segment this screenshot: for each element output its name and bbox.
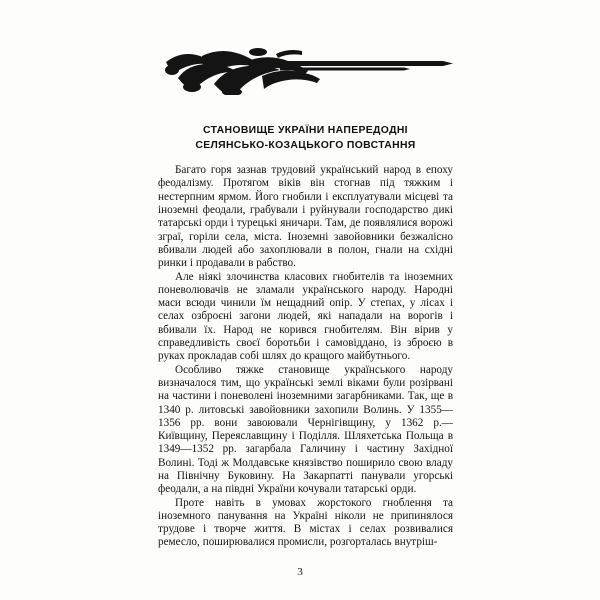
- paragraph: Проте навіть в умовах жорстокого гноблення та іноземного панування на Україні ніколи не припинялося трудове і творче життя. В містах і селах розвивалися ремесло, поширювалися промисли, розгорталась внутріш-: [158, 496, 453, 549]
- page-title-line-2: СЕЛЯНСЬКО-КОЗАЦЬКОГО ПОВСТАННЯ: [195, 140, 416, 152]
- paragraph: Багато горя зазнав трудовий український народ в епоху феодалізму. Протягом віків він стогнав під тяжким і нестерпним ярмом. Його гнобили і експлуатували місцеві та іноземні феодали, грабували і руйнували господарство дикі татарські орди і турецькі яничари. Там, де появлялися ворожі зграї, горіли села, міста. Іноземні завойовники безжалісно вбивали людей або захоплювали в полон, гнали на східні ринки і продавали в рабство.: [158, 164, 453, 270]
- content-column: [158, 40, 453, 550]
- paragraph: Але ніякі злочинства класових гнобителів та іноземних поневолювачів не зламали українського народу. Народні маси всюди чинили їм нещадний опір. У степах, у лісах і селах озброєні загони людей, які нападали на ворогів і вбивали їх. Народ не корився гнобителям. Він вірив у справедливість своєї боротьби і самовіддано, із зброєю в руках прокладав собі шлях до кращого майбутнього.: [158, 270, 453, 363]
- page-number: 3: [297, 566, 303, 578]
- decorative-header-ornament: [158, 40, 453, 95]
- page-title: [158, 123, 453, 153]
- paragraph: Особливо тяжке становище українського народу визначалося тим, що українські землі віками були розірвані на частини і поневолені іноземними загарбниками. Так, ще в 1340 р. литовські завойовники захопили Волинь. У 1355—1356 рр. вони завоювали Чернігівщину, у 1362 р.— Київщину, Переяславщину і Поділля. Шляхетська Польща в 1349—1352 рр. загарбала Галичину і частину Західної Волині. Тоді ж Молдавське князівство поширило свою владу на Північну Буковину. На Закарпатті панували угорські феодали, а на півдні України кочували татарські орди.: [158, 363, 453, 496]
- page-title-line-1: СТАНОВИЩЕ УКРАЇНИ НАПЕРЕДОДНІ: [203, 125, 408, 136]
- body-text: [158, 164, 453, 550]
- ornament-graphic: [158, 40, 453, 95]
